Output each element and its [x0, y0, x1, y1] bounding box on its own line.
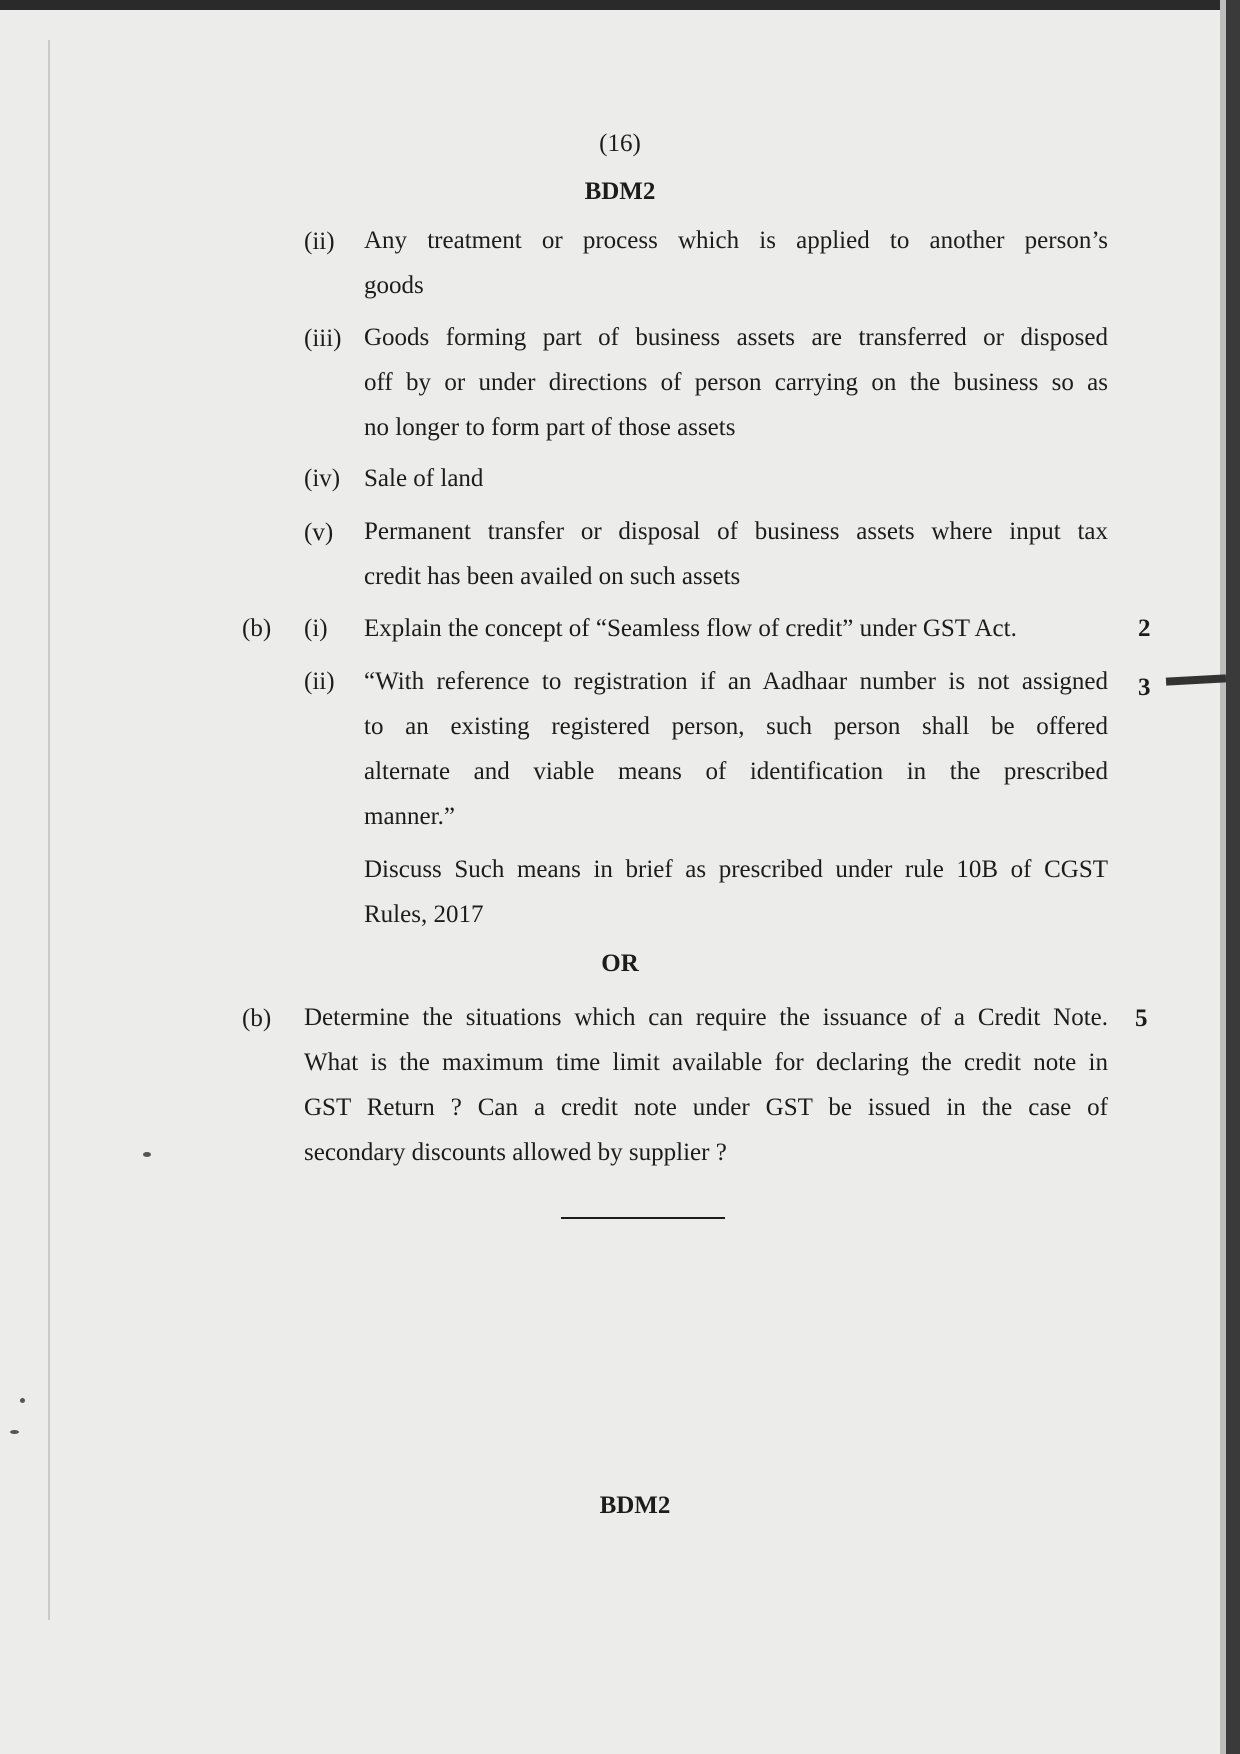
marks-b-i: 2 [1138, 615, 1151, 642]
item-v-line-2: credit has been availed on such assets [364, 563, 741, 590]
part-b-sub-ii-discuss [364, 847, 1108, 937]
part-b-label: (b) [242, 615, 272, 642]
part-b-sub-ii-label: (ii) [304, 668, 335, 695]
item-iii-line-1: Goods forming part of business assets are transferred or disposed [364, 324, 1108, 351]
scan-edge-left [48, 40, 50, 1620]
alt-b-text [304, 995, 1108, 1175]
item-ii-line-1: Any treatment or process which is applied to another person’s [364, 227, 1108, 254]
end-rule [561, 1217, 725, 1219]
scan-speck [143, 1152, 151, 1157]
alt-b-label: (b) [242, 1005, 272, 1032]
alt-b-line-3: GST Return ? Can a credit note under GST be issued in the case of [304, 1094, 1108, 1121]
item-v-line-1: Permanent transfer or disposal of business assets where input tax [364, 518, 1108, 545]
page-number: (16) [599, 130, 641, 157]
discuss-line-1: Discuss Such means in brief as prescribed under rule 10B of CGST [364, 856, 1108, 883]
part-b-sub-i-label: (i) [304, 615, 328, 642]
item-label-iv: (iv) [304, 465, 341, 492]
item-iii-text [364, 315, 1108, 450]
scan-edge-right [1226, 0, 1240, 1754]
scan-mark [1166, 674, 1226, 685]
item-v-text [364, 509, 1108, 599]
scan-speck [20, 1398, 25, 1403]
sub-ii-line-1: “With reference to registration if an Aadhaar number is not assigned [364, 668, 1108, 695]
marks-b-ii: 3 [1138, 674, 1151, 701]
marks-alt-b: 5 [1135, 1005, 1148, 1032]
part-b-sub-ii-text [364, 659, 1108, 839]
discuss-line-2: Rules, 2017 [364, 901, 484, 928]
item-iii-line-3: no longer to form part of those assets [364, 414, 736, 441]
paper-code-footer: BDM2 [599, 1492, 671, 1519]
item-iv-text: Sale of land [364, 465, 484, 492]
item-ii-line-2: goods [364, 272, 424, 299]
item-label-ii: (ii) [304, 228, 335, 255]
alt-b-line-4: secondary discounts allowed by supplier ? [304, 1139, 727, 1166]
paper-code-header: BDM2 [584, 178, 656, 205]
sub-ii-line-2: to an existing registered person, such person shall be offered [364, 713, 1108, 740]
scan-speck [10, 1430, 19, 1434]
part-b-sub-i-text: Explain the concept of “Seamless flow of credit” under GST Act. [364, 615, 1017, 642]
alt-b-line-1: Determine the situations which can require the issuance of a Credit Note. [304, 1004, 1108, 1031]
item-label-v: (v) [304, 519, 334, 546]
sub-ii-line-3: alternate and viable means of identification in the prescribed [364, 758, 1108, 785]
item-iii-line-2: off by or under directions of person carrying on the business so as [364, 369, 1108, 396]
item-ii-text [364, 218, 1108, 308]
item-label-iii: (iii) [304, 325, 342, 352]
alt-b-line-2: What is the maximum time limit available for declaring the credit note in [304, 1049, 1108, 1076]
sub-ii-line-4: manner.” [364, 803, 455, 830]
or-separator: OR [601, 950, 639, 977]
scan-edge-top [0, 0, 1240, 10]
